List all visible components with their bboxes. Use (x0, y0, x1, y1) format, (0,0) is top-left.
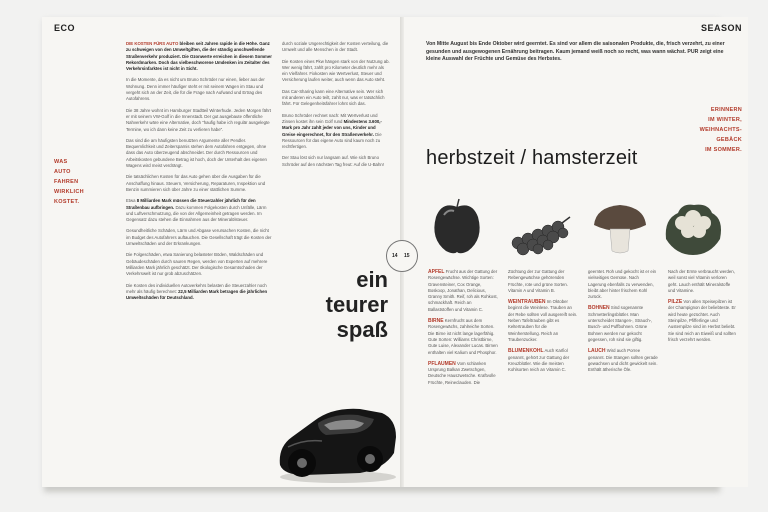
entry-text: Nach der Ernte verbraucht werden, weil sonst viel Vitamin verloren geht. Lauch enthält Mineralstoffe und Vitamine. (668, 269, 735, 293)
paragraph: Gesundheitliche Schäden, Lärm und Abgase verursachen Kosten, die nicht im Budget des Autofahrers auftauchen. Die Gesellschaft trägt die Kosten der Umweltschäden und der Erkrankungen. (126, 228, 272, 247)
entry-head: PILZE (668, 299, 683, 306)
lead-text: bleiben seit Jahren rapide in die Höhe. Ganz zu schweigen von den Umweltgiften, die der ständig anschwellende Straßenverkehr produziert. Die Ozonwerte erreichen in diesem Sommer Rekordmarken. Doch das vielbeschworene Umdenken im Zeitalter des Verkehrsinfarktes ist nicht in Sicht. (126, 41, 272, 72)
paragraph: In die Momente, da es nicht um Bruno Schröder nur einen, lieber aus der Wohnung. Denn immer häufiger steht er mit seinem Wagen im Stau und vergeht sich an der Zeit, die für die Frage nach Aufwand und Ertrag des Autofahrens. (126, 77, 265, 102)
page-credit (390, 486, 394, 487)
entry-text: Sind sogenannte Schmetterlingsblütler. Man unterscheidet Stangen-, Strauch-, Busch- und Puffbohnen. Grüne Bohnen werden nur gekocht gegessen, roh sind sie giftig. (588, 305, 653, 342)
paragraph: Die 38 Jahre wohnt im Hamburger Stadtteil Winterhude. Jeden Morgen fährt er mit seinem VW-Golf in die Innenstadt. Der gut ausgebaute öffentliche Nahverkehr wäre eine Alternative, doch "haufig habe ich regulär ausgelegte Termine, wo ich dann keine Zeit zu verlieren habe". (126, 107, 271, 132)
paragraph: Der Stau löst sich nur langsam auf. Wie sich Bruno Schröder auf den nächsten Tag freut: Auf die U-Bahn! (282, 155, 384, 167)
section-tag-season: SEASON (700, 23, 742, 33)
toy-car-image (274, 377, 402, 487)
paragraph: durch soziale Ungerechtigkeit der Kosten verteilung, die Umwelt und alle Menschen in der Stadt. (282, 41, 389, 53)
entry-text: Im Oktober beginnt die Weinlese. Trauben an der Rebe sollten voll ausgereift sein. Neben Tafeltrauben gibt es Keltertrauben für die Weinherstellung. Reich an Traubenzucker. (508, 299, 578, 342)
paragraph-pre: Etwa (126, 198, 136, 204)
paragraph-post: Die Ressourcen für das eigene Auto sind kaum noch zu rechtfertigen. (282, 131, 382, 150)
paragraph-bold: 22,5 Milliarden Mark betragen die jährlichen Umweltschäden für Deutschland. (126, 288, 268, 301)
entry-column-4 (668, 269, 736, 348)
sidebar-line: WIRKLICH (54, 189, 84, 195)
entry-head: BIRNE (428, 318, 444, 325)
entry-head: APFEL (428, 269, 445, 275)
paragraph: Das Car-Sharing kann eine Alternative sein. Wer sich mit anderen ein Auto teilt, zahlt nur, was er tatsächlich fährt. Für Gelegenheitsfahrer lohnt sich das. (282, 88, 385, 107)
section-tag-eco: ECO (54, 23, 76, 33)
entry-text: Züchtung der zur Gattung der Rebengewächse gehörenden Früchte, rote und grüne Sorten. Vitamin A und Vitamin B. (508, 269, 568, 293)
sidebar-line: GEBÄCK (716, 137, 742, 143)
headline-line: spaß (336, 317, 388, 342)
entry-head: WEINTRAUBEN (508, 299, 546, 306)
entry-head: LAUCH (588, 348, 606, 355)
mushroom-image (590, 201, 650, 257)
intro-text: Von Mitte August bis Ende Oktober wird geerntet. Es sind vor allem die saisonalen Produkte, die, frisch verzehrt, zu einer gesunden und ausgewogenen Ernährung beitragen. Kaum jemand weiß noch so recht, was wann wächst. PUR zeigt eine kleine Auswahl der Früchte und Gemüse des Herbstes. (426, 41, 725, 62)
entry-head: BLUMENKOHL (508, 348, 544, 355)
entry-head: BOHNEN (588, 305, 610, 312)
entry-text: geerntet. Roh und gekocht ist er ein vielseitiges Gemüse. Nach Lagerung ebenfalls zu verwenden, bleibt aber hinter frischem Kohl zurück. (588, 269, 657, 300)
sidebar-line: AUTO (54, 169, 71, 175)
right-page (404, 17, 748, 487)
paragraph: Die Folgeschäden, etwa Sanierung belasteter Böden, Waldschäden und Gebäudeschäden durch sauren Regen, werden von Experten auf mehrere Milliarden Mark jährlich geschätzt. Der ökologische Gesamtschaden der Verkehrswelt ist nur grob abzuschätzen. (126, 252, 268, 277)
left-sidebar-quote (54, 157, 84, 207)
paragraph-bold: 8 Milliarden Mark müssen die Steuerzahler jährlich für den Straßenbau aufbringen. (126, 198, 256, 210)
grapes-image (504, 213, 574, 257)
cauliflower-image (660, 199, 726, 259)
entry-head: PFLAUMEN (428, 360, 456, 367)
paragraph-bold: Mindestens 3.600,- Mark pro Jahr zahlt jeder von uns, Kinder und Greise eingerechnet, für den Straßenverkehr. (282, 118, 382, 137)
page-number-badge (386, 240, 418, 272)
paragraph-pre: Bruno Schröder rechnet nach: Mit Wertverlust und Zinsen kostet ihn sein Golf rund (282, 112, 378, 124)
sidebar-line: FAHREN (54, 179, 79, 185)
entry-column-2 (508, 269, 578, 378)
paragraph: Die tatsächlichen Kosten für das Auto gehen über die Ausgaben für die Anschaffung hinaus. Steuern, Versicherung, Reparaturen, Inspektion und Benzin summieren sich über Jahre zu einer stattlichen Summe. (126, 174, 266, 192)
paragraph: Die Kosten eines Pkw hängen stark von der Nutzung ab. Wer wenig fährt, zahlt pro Kilometer deutlich mehr als ein Vielfahrer. Fixkosten wie Wertverlust, Steuer und Versicherung laufen weiter, auch wenn das Auto steht. (282, 58, 390, 83)
paragraph-post: Dazu kommen Folgekosten durch Unfälle, Lärm und Luftverschmutzung, die von der Allgemeinheit getragen werden. Im Gegensatz dazu stehen die Einnahmen aus der Mineralölsteuer. (126, 204, 267, 223)
sidebar-line: WAS (54, 159, 68, 165)
article-headline (312, 267, 388, 342)
article-column-1 (126, 41, 272, 306)
sidebar-line: IM SOMMER. (705, 147, 742, 153)
entry-text: Von allen Speisepilzen ist der Champignon der beliebteste. Er wird heute gezüchtet. Auch Steinpilze, Pfifferlinge und Austernpilze sind im Herbst beliebt. Sie sind reich an Eiweiß und sollten frisch verzehrt werden. (668, 299, 736, 342)
season-headline: herbstzeit / hamsterzeit (426, 147, 638, 169)
article-column-2 (282, 41, 390, 173)
entry-text: Kernfrucht aus dem Rosengewächs, zahlreiche Sorten. Die Birne ist nicht lange lagerfähig. Gute Sorten: Williams Christbirne, Gute Luise, Alexander Lucas. Birnen enthalten viel Kalium und Phosphor. (428, 318, 498, 355)
entry-text: Vom schlanken Ursprung Balkan Zwetschgen, Deutsche Hauszwetsche. Kraftvolle Früchte, Reineclauden. Die (428, 360, 496, 385)
lead-red: DIE KOSTEN FÜRS AUTO (126, 41, 179, 46)
headline-line: teurer (325, 292, 388, 317)
left-page (42, 17, 402, 487)
sidebar-line: ERINNERN (710, 107, 742, 113)
sidebar-line: IM WINTER, (708, 117, 742, 123)
page-number-right: 15 (404, 253, 410, 259)
right-sidebar-quote (700, 105, 742, 155)
page-number-left: 14 (392, 253, 398, 259)
paragraph-pre: Die Kosten des individuellen Autoverkehrs belasten die Steuerzahler noch mehr als häufig berechnet: (126, 282, 267, 294)
entry-column-1 (428, 269, 498, 391)
entry-text: Wird auch Porree genannt. Die Stangen sollten gerade gewachsen und dicht gewickelt sein. Enthält ätherische Öle. (588, 348, 658, 373)
entry-text: Auch Karfiol genannt, gehört zur Gattung der Kreuzblütler. Wie die meisten Kohlsorten reich an Vitamin C. (508, 348, 570, 373)
apple-image (430, 197, 484, 257)
headline-line: ein (356, 267, 388, 292)
paragraph: Das sind die am häufigsten benutzten Argumente aller Pendler. Bequemlichkeit und Zeitersparnis stehen dem Autofahren entgegen, ohne dass das Auto überzeugend abschneidet. Der durch Ressourcen und Arbeitskosten gebundene Betrag ist hoch, doch der Unterhalt des eigenen Wagens wird meist verdrängt. (126, 137, 267, 169)
entry-column-3 (588, 269, 658, 378)
entry-text: Frucht aus der Gattung der Rosengewächse. Wichtige Sorten: Gravensteiner, Cox Orange, Boskoop, Jonathan, Delicious, Granny Smith. Reif, roh als Rohkost, schmackhaft. Reich an Ballaststoffen und Vitamin C. (428, 269, 498, 312)
sidebar-line: KOSTET. (54, 199, 80, 205)
sidebar-line: WEIHNACHTS- (699, 127, 742, 133)
